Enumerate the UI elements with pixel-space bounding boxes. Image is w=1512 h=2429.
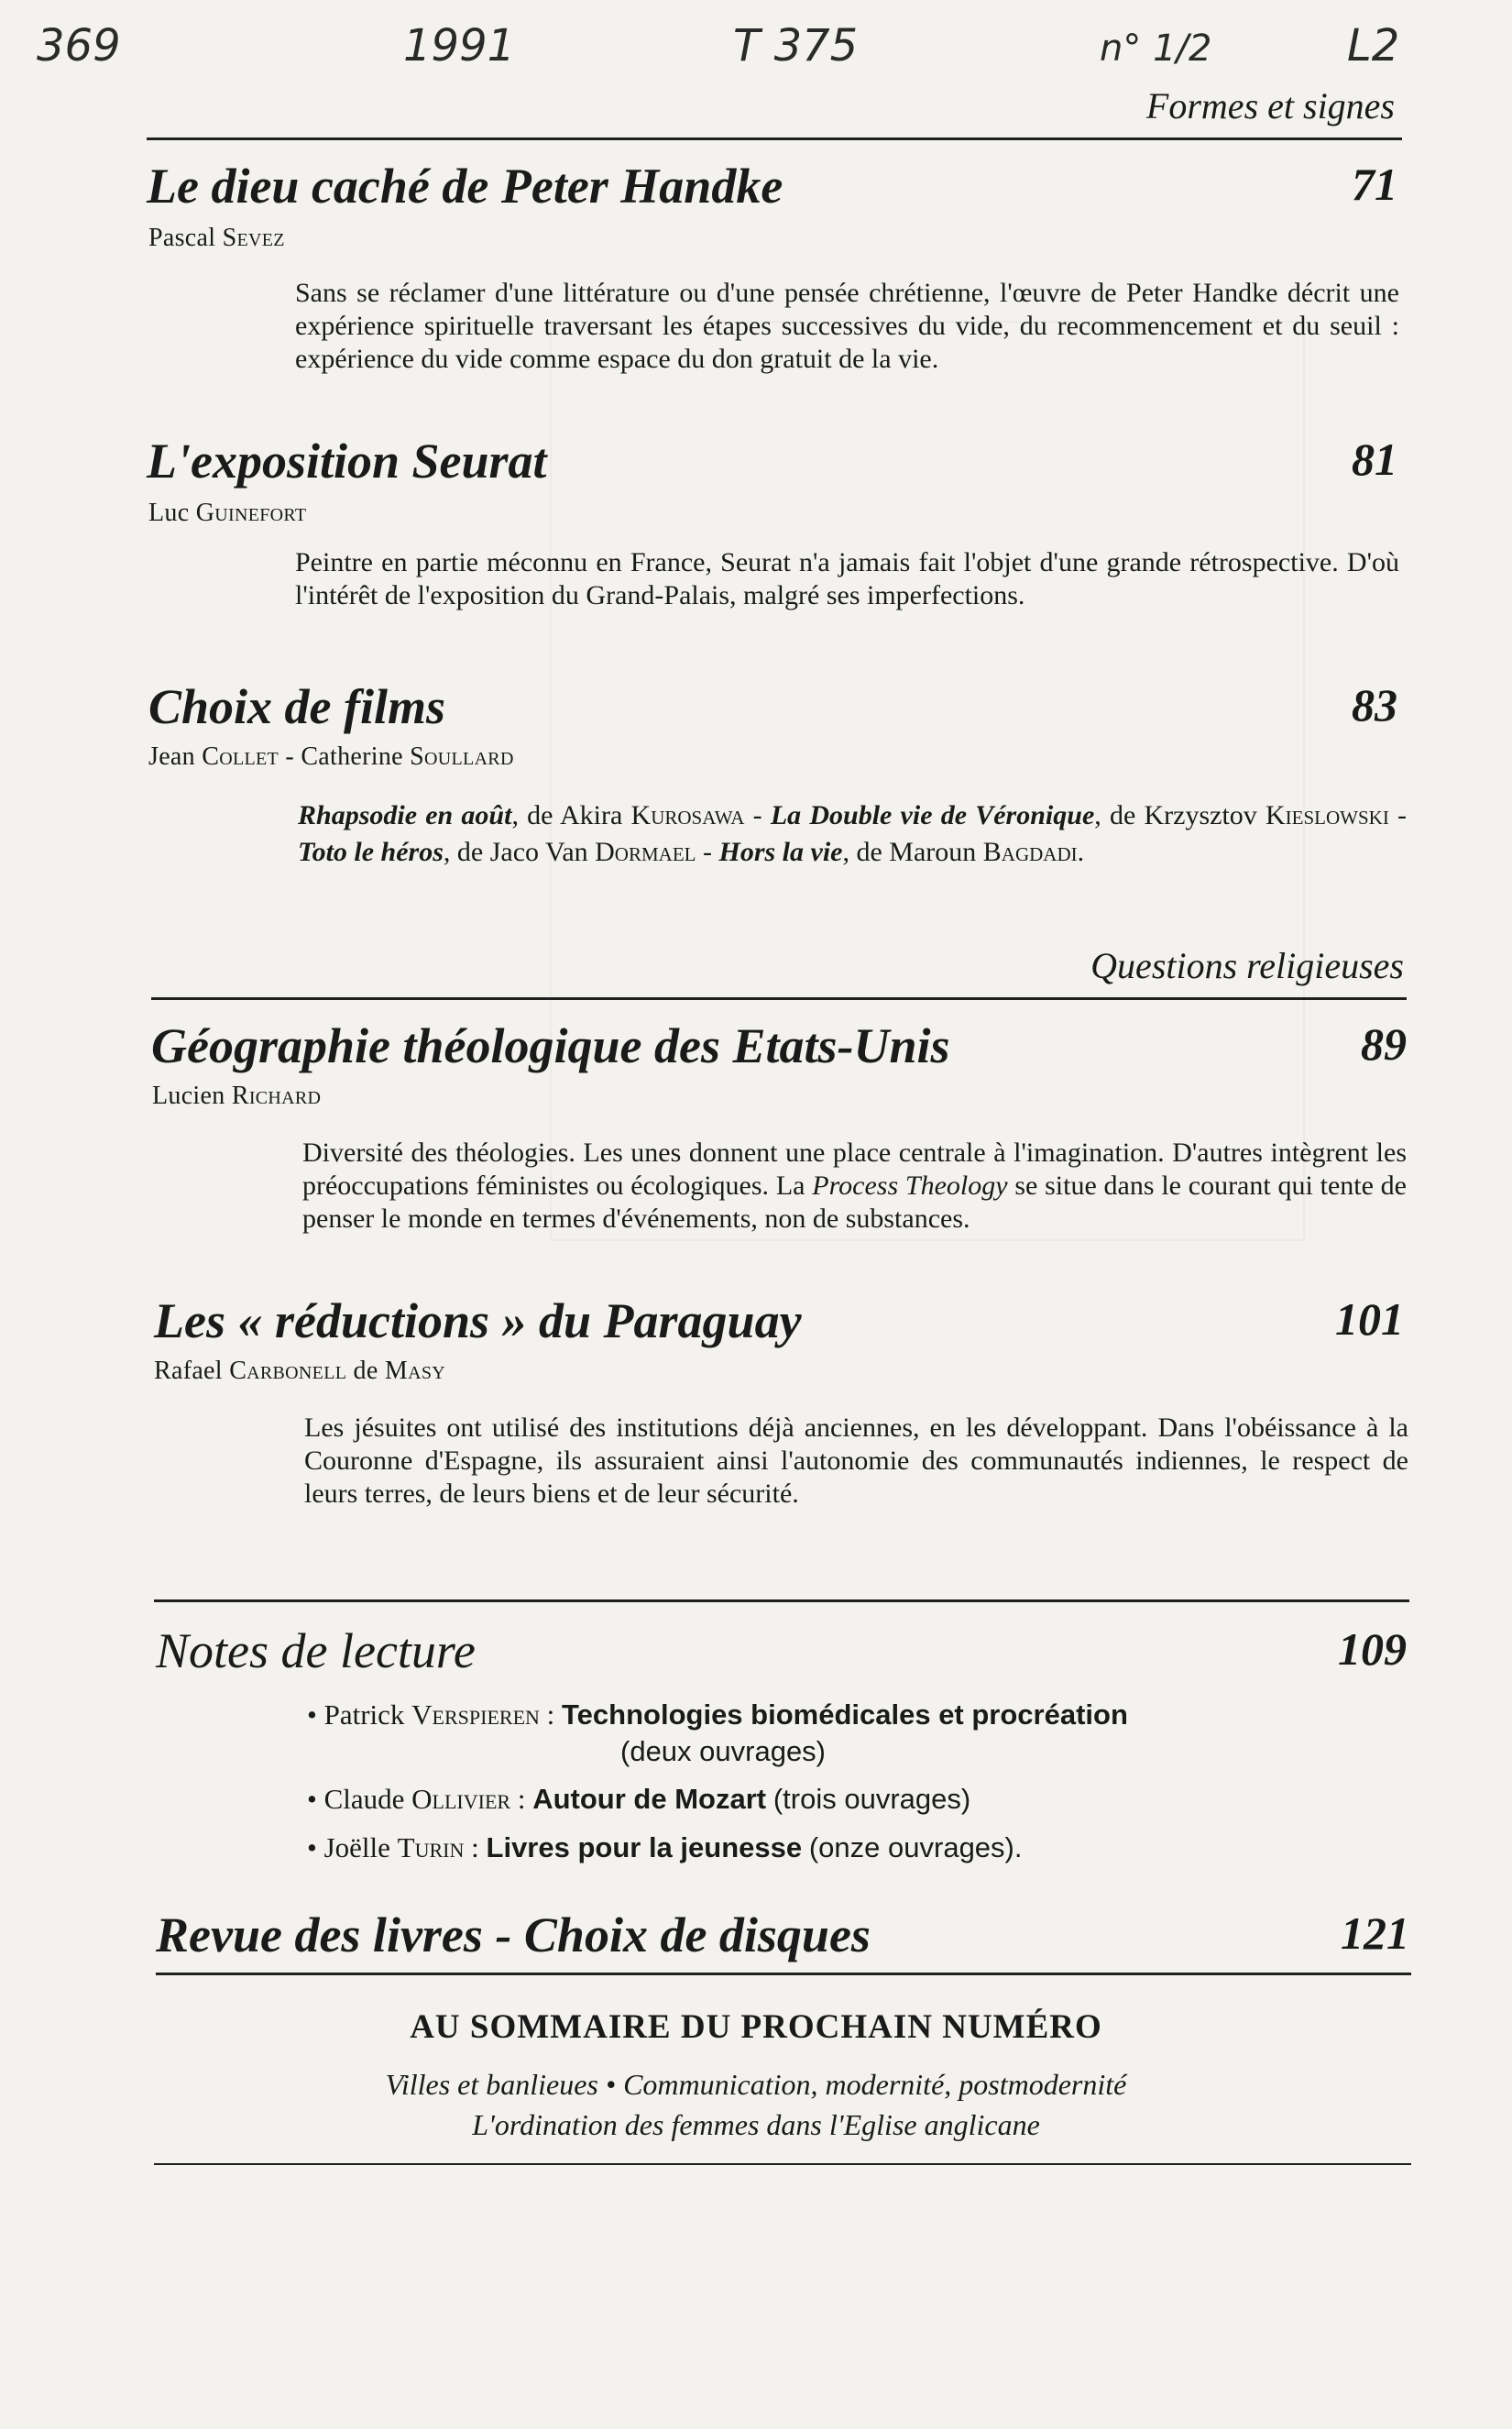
- film-title: Toto le héros: [298, 837, 444, 867]
- film-title: Rhapsodie en août: [298, 800, 512, 830]
- notes-item: • Claude Ollivier : Autour de Mozart (trois ouvrages): [307, 1783, 971, 1815]
- notes-page-number: 109: [1338, 1623, 1407, 1675]
- article-page-number: 81: [1352, 434, 1397, 485]
- film-title: La Double vie de Véronique: [770, 800, 1095, 830]
- article-author: Luc Guinefort: [148, 499, 307, 527]
- section-rule: [156, 1973, 1411, 1975]
- handwritten-note-4: n° 1/2: [1100, 27, 1212, 70]
- article-author: Pascal Sevez: [148, 224, 285, 252]
- article-page-number: 89: [1361, 1018, 1407, 1070]
- notes-title: Notes de lecture: [156, 1623, 476, 1678]
- revue-title: Revue des livres - Choix de disques: [156, 1907, 871, 1962]
- section-rule: [147, 137, 1402, 140]
- show-through-decoration: [550, 321, 1305, 1241]
- article-title: Choix de films: [148, 679, 446, 734]
- next-issue-heading: AU SOMMAIRE DU PROCHAIN NUMÉRO: [410, 2008, 1102, 2046]
- article-summary: Diversité des théologies. Les unes donnent une place centrale à l'imagination. D'autres intègrent les préoccupations féministes ou écologiques. La Process Theology se situe dans le courant qui tente de penser le monde en termes d'événements, non de substances.: [302, 1138, 1408, 1234]
- section-rule: [151, 997, 1407, 1000]
- revue-page-number: 121: [1341, 1907, 1409, 1959]
- article-page-number: 83: [1352, 679, 1397, 731]
- next-issue-line: L'ordination des femmes dans l'Eglise anglicane: [472, 2108, 1040, 2141]
- section-heading-questions: Questions religieuses: [1090, 945, 1404, 986]
- handwritten-note-3: T 375: [733, 20, 859, 71]
- article-summary: Les jésuites ont utilisé des institutions déjà anciennes, en les développant. Dans l'obéissance à la Couronne d'Espagne, ils assuraient ainsi l'autonomie des communautés indiennes, le respect de leurs terres, de leurs biens et de leur sécurité.: [304, 1412, 1408, 1509]
- article-title: Le dieu caché de Peter Handke: [147, 159, 783, 214]
- bottom-rule: [154, 2163, 1411, 2165]
- article-page-number: 71: [1352, 159, 1397, 210]
- handwritten-note-2: 1991: [403, 20, 516, 71]
- film-title: Hors la vie: [718, 837, 843, 867]
- notes-item: • Joëlle Turin : Livres pour la jeunesse (onze ouvrages).: [307, 1831, 1023, 1863]
- film-list: Rhapsodie en août, de Akira Kurosawa - La Double vie de Véronique, de Krzysztov Kieslowski - Toto le héros, de Jaco Van Dormael - Hors la vie, de Maroun Bagdadi.: [298, 800, 1408, 867]
- section-heading-formes: Formes et signes: [1145, 85, 1395, 126]
- notes-item: • Patrick Verspieren : Technologies biomédicales et procréation: [307, 1698, 1128, 1731]
- handwritten-note-5: L2: [1347, 20, 1400, 71]
- article-author: Lucien Richard: [152, 1082, 322, 1110]
- article-title: Géographie théologique des Etats-Unis: [151, 1018, 950, 1073]
- article-title: Les « réductions » du Paraguay: [154, 1293, 802, 1348]
- article-summary: Sans se réclamer d'une littérature ou d'une pensée chrétienne, l'œuvre de Peter Handke décrit une expérience spirituelle traversant les étapes successives du vide, du recommencement et du seuil : expérience du vide comme espace du don gratuit de la vie.: [295, 278, 1399, 374]
- article-summary: Peintre en partie méconnu en France, Seurat n'a jamais fait l'objet d'une grande rétrospective. D'où l'intérêt de l'exposition du Grand-Palais, malgré ses imperfections.: [295, 547, 1399, 610]
- section-rule: [154, 1599, 1409, 1602]
- article-page-number: 101: [1335, 1293, 1404, 1345]
- article-author: Jean Collet - Catherine Soullard: [148, 742, 514, 771]
- notes-item-count: (deux ouvrages): [620, 1735, 827, 1767]
- article-title: L'exposition Seurat: [147, 434, 547, 489]
- handwritten-note-1: 369: [37, 20, 121, 71]
- article-author: Rafael Carbonell de Masy: [154, 1357, 445, 1385]
- next-issue-line: Villes et banlieues • Communication, modernité, postmodernité: [385, 2068, 1127, 2101]
